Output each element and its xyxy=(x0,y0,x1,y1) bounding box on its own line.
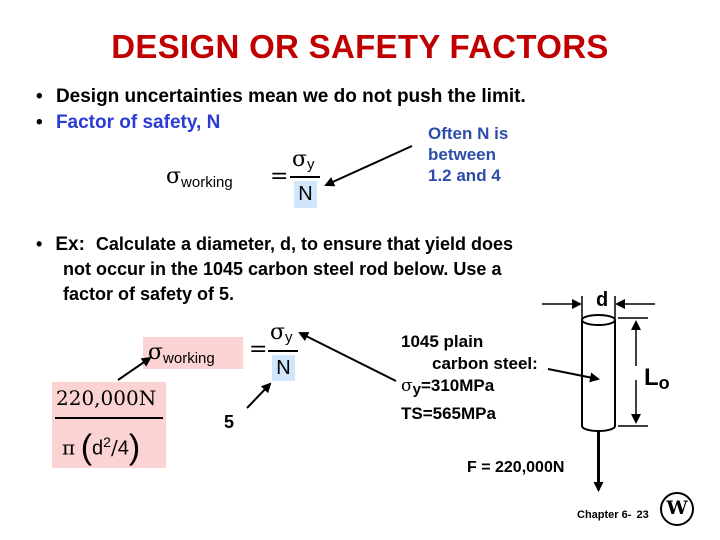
length-letter: L xyxy=(644,364,659,391)
bullet-text: Design uncertainties mean we do not push the limit. xyxy=(55,86,526,107)
bullet-dot: • xyxy=(36,112,43,133)
equals-sign: = xyxy=(249,337,268,362)
note-line: between xyxy=(428,145,497,164)
note-line: Often N is xyxy=(428,124,509,143)
paren-close: ) xyxy=(128,428,141,467)
tensile-strength: TS=565MPa xyxy=(401,404,496,423)
example-label: Ex: xyxy=(55,234,85,255)
yield-arrow xyxy=(300,333,396,381)
page-number: 23 xyxy=(636,509,649,521)
footer-chapter xyxy=(577,509,649,521)
logo-letter: W xyxy=(666,497,688,519)
sigma-symbol: σ xyxy=(148,340,164,365)
bullet-dot: • xyxy=(36,86,43,107)
rod-arrow xyxy=(548,369,598,379)
example-line: not occur in the 1045 carbon steel rod below. Use a xyxy=(63,259,502,279)
bullet-text: Factor of safety, N xyxy=(55,112,221,133)
safety-factor-value: 5 xyxy=(224,412,235,432)
note-arrow xyxy=(326,146,412,185)
yield-value: =310MPa xyxy=(420,376,495,395)
sigma-symbol: σ xyxy=(270,320,286,345)
sigma-subscript: y xyxy=(412,381,421,398)
equals-sign: = xyxy=(270,164,289,189)
sigma-symbol: σ xyxy=(401,376,413,396)
material-line: 1045 plain xyxy=(401,332,484,351)
divide-sign: / xyxy=(110,435,118,460)
denominator-n: N xyxy=(272,355,295,381)
note-line: 1.2 and 4 xyxy=(428,166,501,185)
numerator-subscript: y xyxy=(307,156,315,173)
exponent: 2 xyxy=(103,434,111,450)
five-arrow xyxy=(247,384,270,408)
length-subscript: o xyxy=(658,373,670,393)
example-line: Calculate a diameter, d, to ensure that yield does xyxy=(95,234,514,254)
four: 4 xyxy=(117,437,129,460)
expression-arrow xyxy=(118,358,150,380)
paren-open: ( xyxy=(80,428,93,467)
force-label: F = 220,000N xyxy=(467,459,565,476)
diameter-label: d xyxy=(596,289,609,311)
pi-symbol: π xyxy=(62,435,76,460)
bullet-dot: • xyxy=(36,234,43,254)
steel-rod xyxy=(582,315,615,431)
sigma-symbol: σ xyxy=(292,147,308,172)
d-variable: d xyxy=(92,437,104,460)
stress-numerator: 220,000N xyxy=(56,386,157,410)
sigma-subscript: working xyxy=(181,174,233,191)
numerator-subscript: y xyxy=(285,329,293,346)
material-line: carbon steel: xyxy=(432,354,538,373)
sigma-symbol: σ xyxy=(166,164,182,189)
sigma-subscript: working xyxy=(163,350,215,367)
example-line: factor of safety of 5. xyxy=(63,284,235,304)
chapter-label: Chapter 6- xyxy=(577,509,632,521)
denominator-n: N xyxy=(294,181,317,208)
slide-title: DESIGN OR SAFETY FACTORS xyxy=(111,28,609,65)
